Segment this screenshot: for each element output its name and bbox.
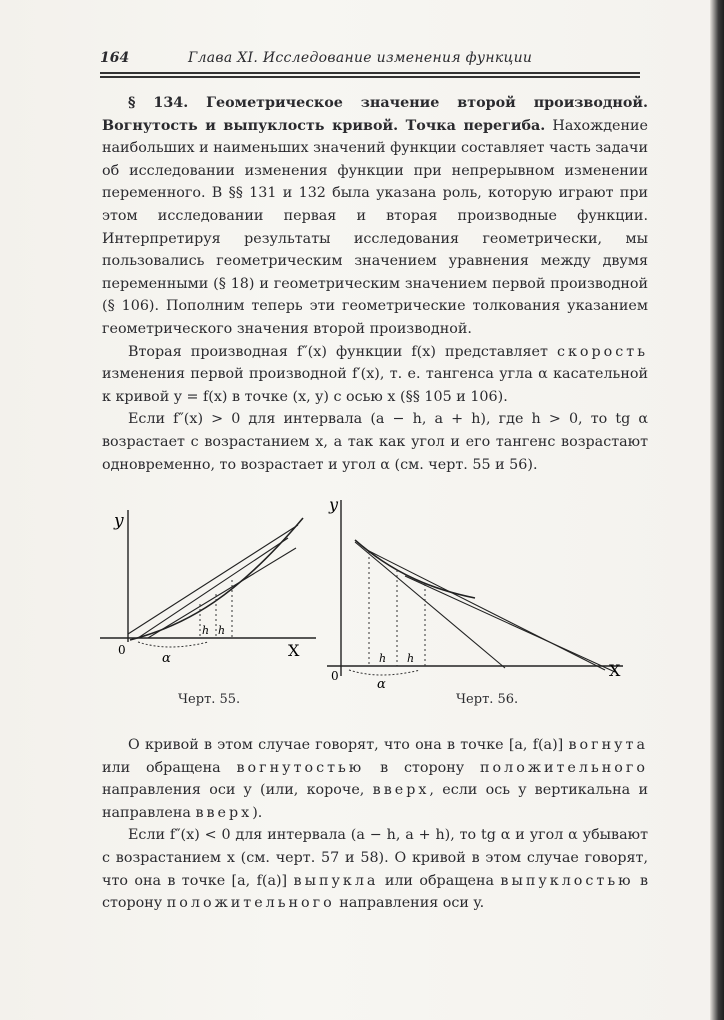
curve [130, 518, 303, 640]
section-heading: § 134. Геометрическое значение второй производной. Вогнутость и выпуклость кривой. Точка перегиба. [102, 95, 648, 134]
running-header [100, 50, 640, 72]
caption-fig-55: Черт. 55. [178, 692, 241, 707]
svg-text:h: h [202, 624, 210, 637]
tangent-2 [128, 525, 298, 634]
paragraph-5: Если f″(x) < 0 для интервала (a − h, a + h), то tg α и угол α убывают с возрастанием x (см. черт. 57 и 58). О кривой в этом случае говорят, что она в точке [a, f(a)] выпукла или обращена выпуклостью в сторону положительного направления оси y. [102, 827, 648, 912]
header-rule-thick [100, 76, 640, 78]
tangent-1 [138, 538, 288, 638]
curve [355, 540, 475, 598]
chapter-title: Глава XI. Исследование изменения функции [188, 50, 533, 66]
header-rule [100, 72, 640, 74]
alpha-label: α [377, 677, 386, 690]
paragraph-3: Если f″(x) > 0 для интервала (a − h, a + h), где h > 0, то tg α возрастает с возрастанием x, а так как угол и его тангенс возрастают одновременно, то возрастает и угол α (см. черт. 55 и 56). [102, 411, 648, 473]
x-label: X [609, 661, 621, 680]
origin-label: 0 [331, 669, 339, 683]
paragraph-1: § 134. Геометрическое значение второй производной. Вогнутость и выпуклость кривой. Точка перегиба. Нахождение наибольших и наименьших значений функции составляет часть задачи об исследовании изменения функции при непрерывном изменении переменного. В §§ 131 и 132 была указана роль, которую играют при этом исследовании первая и вторая производные функции. Интерпретируя результаты исследования геометрически, мы пользовались геометрическим значением уравнения между двумя переменными (§ 18) и геометрическим значением первой производной (§ 106). Пополним теперь эти геометрические толкования указанием геометрического значения второй производной. [102, 95, 649, 337]
tangent-3 [405, 576, 615, 672]
section-text [102, 92, 648, 476]
paragraph-2: Вторая производная f″(x) функции f(x) представляет скорость изменения первой производной f′(x), т. е. тангенса угла α касательной к кривой y = f(x) в точке (x, y) с осью x (§§ 105 и 106). [102, 343, 648, 405]
y-label: y [329, 495, 339, 514]
origin-label: 0 [118, 643, 126, 657]
alpha-label: α [162, 651, 171, 666]
svg-text:h: h [379, 652, 387, 665]
continuation-text [102, 734, 648, 915]
x-label: X [288, 641, 300, 660]
figure-56 [325, 490, 635, 690]
y-label: y [114, 511, 124, 531]
paragraph-4: О кривой в этом случае говорят, что она в точке [a, f(a)] вогнута или обращена вогнутостью в сторону положительного направления оси y (или, короче, вверх, если ось y вертикальна и направлена вверх). [102, 737, 648, 821]
svg-text:h: h [218, 624, 226, 637]
svg-text:h: h [407, 652, 415, 665]
tangent-1 [355, 542, 505, 668]
page-edge-shadow [710, 0, 724, 1020]
caption-fig-56: Черт. 56. [456, 692, 519, 707]
page-number: 164 [100, 50, 130, 66]
figure-55 [98, 500, 318, 675]
